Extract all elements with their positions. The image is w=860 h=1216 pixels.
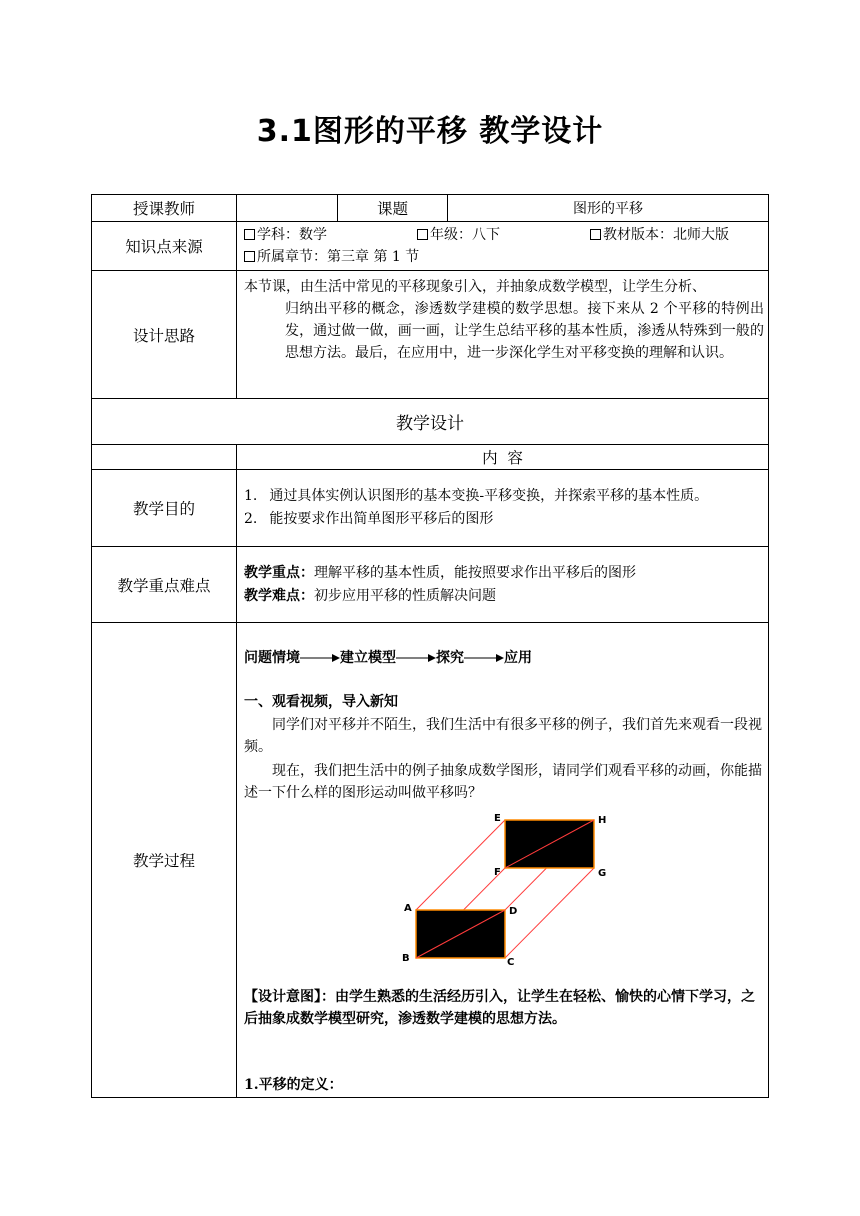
subject: 学科：数学	[257, 227, 327, 243]
checkbox-icon	[244, 229, 255, 240]
idea-label: 设计思路	[132, 326, 195, 345]
flow-step: 探究	[436, 650, 464, 666]
point-label: E	[494, 813, 501, 824]
design-intent: 【设计意图】：由学生熟悉的生活经历引入，让学生在轻松、愉快的心情下学习，之后抽象成数学模型研究，渗透数学建模的思想方法。	[244, 989, 755, 1027]
source-label: 知识点来源	[125, 238, 203, 256]
process-label: 教学过程	[132, 852, 195, 870]
key-label: 教学重点难点	[117, 576, 211, 595]
point-label: G	[598, 868, 607, 879]
point-label: A	[404, 903, 412, 914]
source-line-2	[244, 246, 764, 268]
flow-step: 应用	[504, 650, 532, 666]
checkbox-icon	[244, 251, 255, 262]
definition-heading: 1.平移的定义：	[244, 1077, 343, 1093]
paragraph: 现在，我们把生活中的例子抽象成数学图形，请同学们观看平移的动画，你能描述一下什么样的图形运动叫做平移吗？	[244, 763, 762, 801]
empty-cell	[92, 445, 236, 469]
flow-step: 建立模型	[340, 650, 396, 666]
point-label: D	[509, 906, 518, 917]
teacher-label: 授课教师	[132, 200, 195, 218]
arrow-right-icon	[300, 653, 340, 663]
flow-chart	[244, 647, 764, 669]
goal-label: 教学目的	[132, 500, 195, 518]
arrow-right-icon	[396, 653, 436, 663]
chapter: 所属章节：第三章 第 1 节	[257, 249, 420, 265]
goal-item: 1. 通过具体实例认识图形的基本变换-平移变换，并探索平移的基本性质。	[244, 488, 709, 504]
topic-value: 图形的平移	[573, 201, 643, 217]
point-label: C	[507, 957, 515, 968]
checkbox-icon	[417, 229, 428, 240]
translation-figure	[395, 808, 620, 970]
topic-label: 课题	[376, 200, 408, 218]
checkbox-icon	[590, 229, 601, 240]
grade: 年级：八下	[430, 227, 500, 243]
key-point: 教学重点：理解平移的基本性质，能按照要求作出平移后的图形	[244, 565, 636, 581]
idea-text: 归纳出平移的概念，渗透数学建模的数学思想。接下来从 2 个平移的特例出发，通过做一做，画一画，让学生总结平移的基本性质，渗透从特殊到一般的思想方法。最后，在应用中，进一步深化学生对平移变换的理解和认识。	[285, 301, 764, 361]
edition: 教材版本：北师大版	[603, 227, 729, 243]
translation-diagram	[395, 808, 620, 970]
page-title: 3.1图形的平移 教学设计	[256, 114, 604, 149]
difficulty-point: 教学难点：初步应用平移的性质解决问题	[244, 588, 496, 604]
source-line-1	[244, 224, 764, 246]
section-heading: 一、观看视频，导入新知	[244, 694, 398, 710]
idea-first-line: 本节课，由生活中常见的平移现象引入，并抽象成数学模型，让学生分析、	[244, 279, 706, 295]
point-label: F	[494, 867, 501, 878]
content-heading: 内 容	[482, 449, 523, 467]
paragraph: 同学们对平移并不陌生，我们生活中有很多平移的例子，我们首先来观看一段视频。	[244, 717, 762, 755]
design-heading: 教学设计	[396, 414, 464, 434]
goal-item: 2. 能按要求作出简单图形平移后的图形	[244, 511, 494, 527]
point-label: B	[402, 953, 410, 964]
arrow-right-icon	[464, 653, 504, 663]
point-label: H	[598, 815, 607, 826]
teacher-value	[237, 195, 337, 221]
flow-step: 问题情境	[244, 650, 300, 666]
